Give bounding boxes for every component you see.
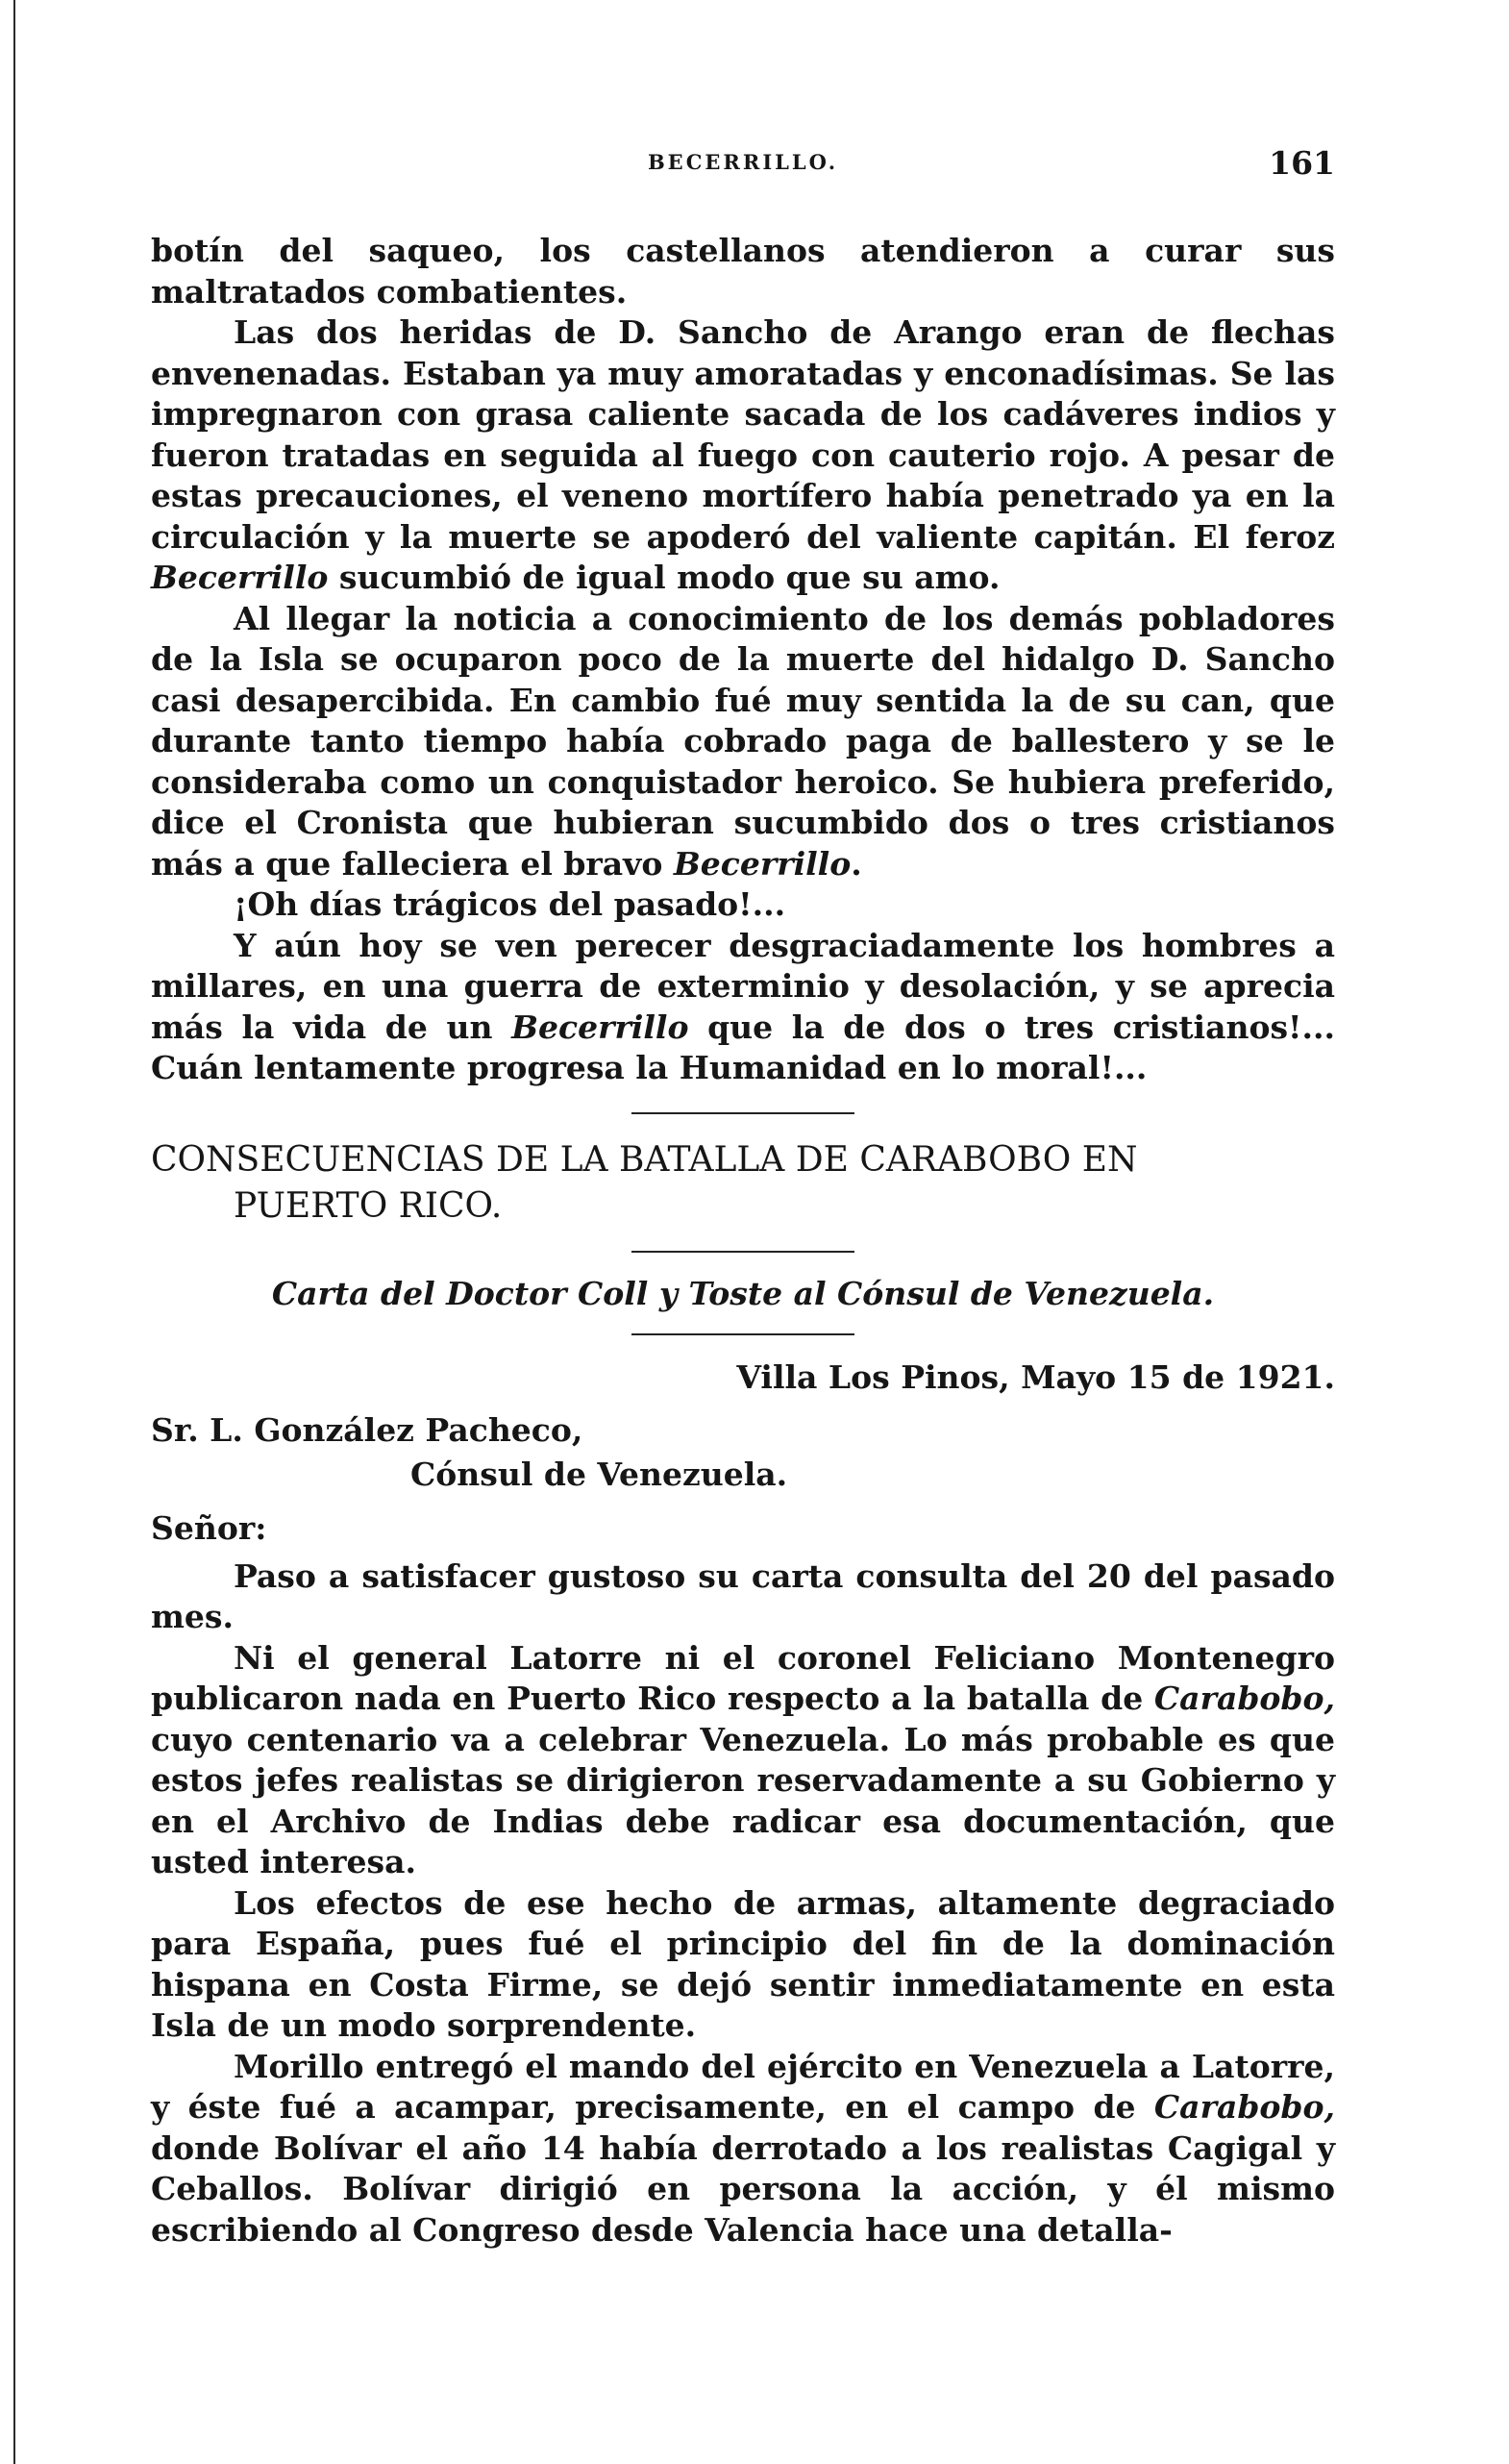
paragraph-1: botín del saqueo, los castellanos atendieron a curar sus maltratados combatientes. — [151, 232, 1335, 311]
letter-salutation: Señor: — [151, 1508, 267, 1547]
book-page — [151, 144, 1335, 2251]
paragraph-5: Y aún hoy se ven perecer desgraciadamente los hombres a millares, en una guerra de exterminio y desolación, y se aprecia más la vida de un Becerrillo que la de dos o tres cristianos!... Cuán lentamente progresa la Humanidad en lo moral!... — [151, 926, 1336, 1086]
paragraph-3: Al llegar la noticia a conocimiento de los demás pobladores de la Isla se ocuparon poco de la muerte del hidalgo D. Sancho casi desapercibida. En cambio fué muy sentida la de su can, que durante tanto tiempo había cobrado paga de ballestero y se le consideraba como un conquistador heroico. Se hubiera preferido, dice el Cronista que hubieran sucumbido dos o tres cristianos más a que falleciera el bravo Becerrillo. — [151, 599, 1335, 883]
section-title: CONSECUENCIAS DE LA BATALLA DE CARABOBO EN PUERTO RICO. — [151, 1139, 1138, 1226]
page-header — [151, 144, 1335, 198]
letter-paragraph-3: Los efectos de ese hecho de armas, altamente degraciado para España, pues fué el principio del fin de la dominación hispana en Costa Firme, se dejó sentir inmediatamente en esta Isla de un modo sorprendente. — [151, 1883, 1335, 2044]
paragraph-4: ¡Oh días trágicos del pasado!... — [234, 885, 786, 923]
letter-paragraph-1: Paso a satisfacer gustoso su carta consulta del 20 del pasado mes. — [151, 1556, 1335, 1635]
running-title: BECERRILLO. — [647, 150, 839, 174]
letter-addressee: Sr. L. González Pacheco, — [151, 1410, 583, 1449]
letter-dateline: Villa Los Pinos, Mayo 15 de 1921. — [736, 1357, 1335, 1396]
body-text — [151, 231, 1335, 2251]
letter-title: Carta del Doctor Coll y Toste al Cónsul de Venezuela. — [271, 1274, 1215, 1312]
divider-rule — [631, 1251, 854, 1253]
letter-addressee-role: Cónsul de Venezuela. — [410, 1455, 788, 1493]
letter-paragraph-4: Morillo entregó el mando del ejército en Venezuela a Latorre, y éste fué a acampar, precisamente, en el campo de Carabobo, donde Bolívar el año 14 había derrotado a los realistas Cagigal y Ceballos. Bolívar dirigió en persona la acción, y él mismo escribiendo al Congreso desde Valencia hace una detalla- — [151, 2047, 1335, 2249]
page-edge-line — [13, 0, 15, 2464]
divider-rule — [631, 1333, 854, 1335]
divider-rule — [631, 1112, 854, 1114]
letter-paragraph-2: Ni el general Latorre ni el coronel Feliciano Montenegro publicaron nada en Puerto Rico respecto a la batalla de Carabobo, cuyo centenario va a celebrar Venezuela. Lo más probable es que estos jefes realistas se dirigieron reservadamente a su Gobierno y en el Archivo de Indias debe radicar esa documentación, que usted interesa. — [151, 1638, 1335, 1880]
paragraph-2: Las dos heridas de D. Sancho de Arango eran de flechas envenenadas. Estaban ya muy amoratadas y enconadísimas. Se las impregnaron con grasa caliente sacada de los cadáveres indios y fueron tratadas en seguida al fuego con cauterio rojo. A pesar de estas precauciones, el veneno mortífero había penetrado ya en la circulación y la muerte se apoderó del valiente capitán. El feroz Becerrillo sucumbió de igual modo que su amo. — [151, 313, 1335, 596]
page-number: 161 — [1269, 144, 1335, 182]
